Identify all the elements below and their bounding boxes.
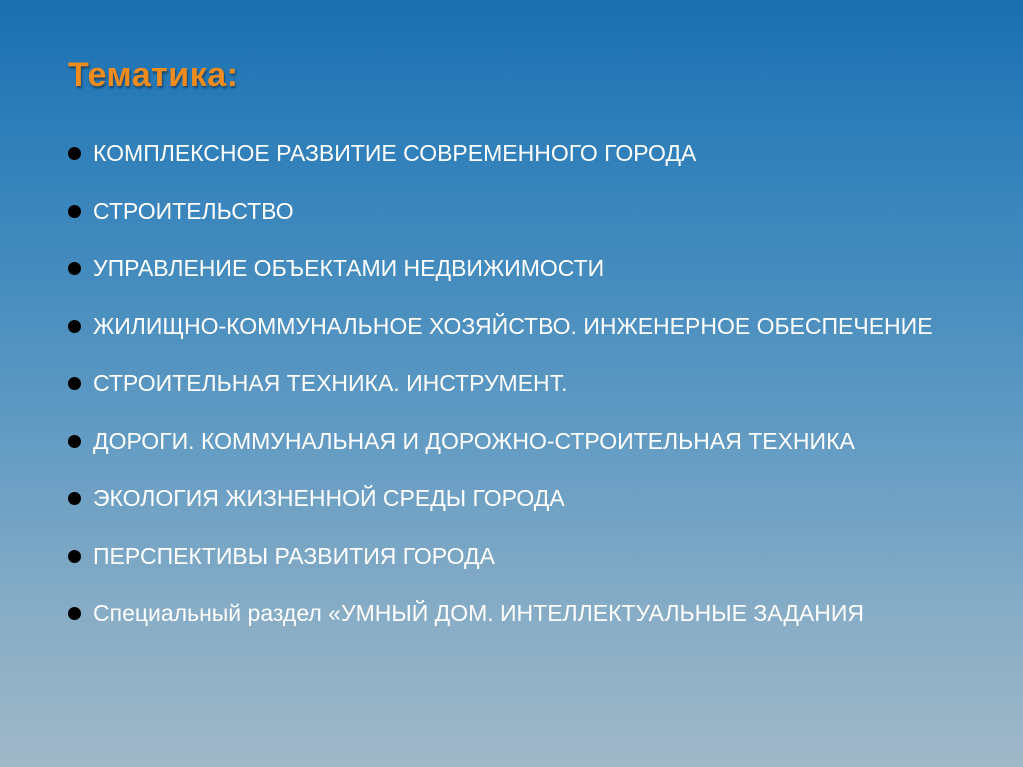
topic-text: ЖИЛИЩНО-КОММУНАЛЬНОЕ ХОЗЯЙСТВО. ИНЖЕНЕРНОЕ ОБЕСПЕЧЕНИЕ <box>93 312 933 339</box>
topic-item <box>68 311 948 341</box>
topic-item <box>68 253 948 283</box>
bullet-icon <box>68 607 81 620</box>
topic-text: ДОРОГИ. КОММУНАЛЬНАЯ И ДОРОЖНО-СТРОИТЕЛЬНАЯ ТЕХНИКА <box>93 427 855 454</box>
topic-item <box>68 426 948 456</box>
bullet-icon <box>68 550 81 563</box>
topic-text: ПЕРСПЕКТИВЫ РАЗВИТИЯ ГОРОДА <box>93 542 495 569</box>
topic-list <box>68 138 948 656</box>
topic-text: УПРАВЛЕНИЕ ОБЪЕКТАМИ НЕДВИЖИМОСТИ <box>93 255 605 281</box>
bullet-icon <box>68 377 81 390</box>
bullet-icon <box>68 147 81 160</box>
slide-title: Тематика: <box>68 56 239 94</box>
topic-text: СТРОИТЕЛЬСТВО <box>93 197 294 224</box>
topic-item <box>68 483 948 513</box>
topic-item <box>68 196 948 226</box>
topic-item <box>68 138 948 168</box>
topic-item <box>68 541 948 571</box>
bullet-icon <box>68 320 81 333</box>
bullet-icon <box>68 492 81 505</box>
topic-text: ЭКОЛОГИЯ ЖИЗНЕННОЙ СРЕДЫ ГОРОДА <box>93 485 565 511</box>
bullet-icon <box>68 205 81 218</box>
topic-item <box>68 368 948 398</box>
topic-text: СТРОИТЕЛЬНАЯ ТЕХНИКА. ИНСТРУМЕНТ. <box>93 370 568 396</box>
topic-text: КОМПЛЕКСНОЕ РАЗВИТИЕ СОВРЕМЕННОГО ГОРОДА <box>93 140 697 166</box>
bullet-icon <box>68 435 81 448</box>
topic-item <box>68 598 948 628</box>
topic-text: Специальный раздел «УМНЫЙ ДОМ. ИНТЕЛЛЕКТУАЛЬНЫЕ ЗАДАНИЯ <box>93 600 865 626</box>
bullet-icon <box>68 262 81 275</box>
